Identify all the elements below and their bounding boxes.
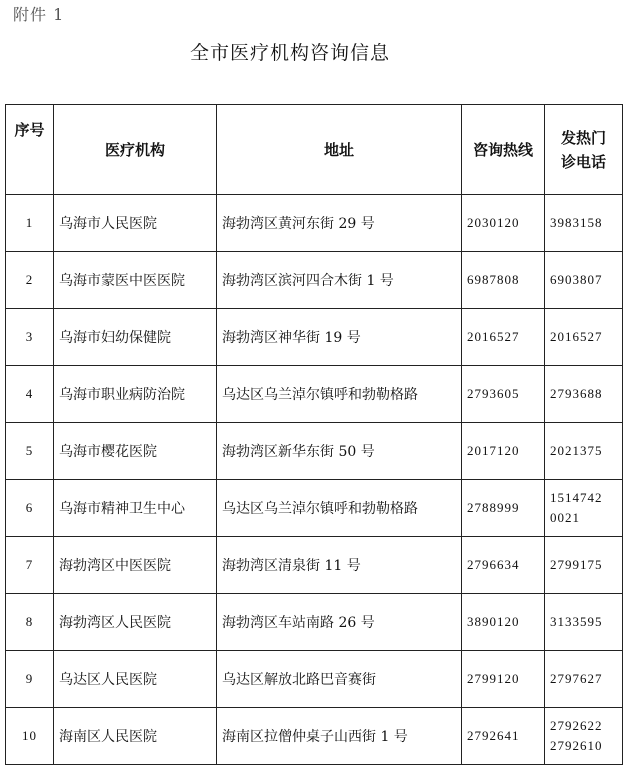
cell-fever-clinic: [545, 252, 623, 309]
cell-hotline: 2016527: [462, 309, 545, 366]
cell-hotline: 2788999: [462, 480, 545, 537]
fever-phone: 2793688: [550, 386, 603, 401]
header-institution: 医疗机构: [54, 105, 217, 195]
cell-address: 海勃湾区黄河东街 29 号: [217, 195, 462, 252]
table-row: [6, 195, 623, 252]
cell-hotline: 6987808: [462, 252, 545, 309]
medical-institutions-table: [5, 104, 623, 765]
attachment-label: 附件 1: [13, 5, 65, 24]
fever-phone: 6903807: [550, 272, 603, 287]
table-row: [6, 309, 623, 366]
cell-fever-clinic: [545, 195, 623, 252]
cell-institution: 乌海市精神卫生中心: [54, 480, 217, 537]
table-row: [6, 651, 623, 708]
table-row: [6, 423, 623, 480]
cell-institution: 乌海市蒙医中医医院: [54, 252, 217, 309]
table-row: [6, 594, 623, 651]
cell-fever-clinic: [545, 594, 623, 651]
cell-fever-clinic: [545, 651, 623, 708]
cell-address: 乌达区乌兰淖尔镇呼和勃勒格路: [217, 366, 462, 423]
cell-hotline: 2792641: [462, 708, 545, 765]
cell-no: 6: [6, 480, 54, 537]
header-fever-clinic: [545, 105, 623, 195]
cell-hotline: 2799120: [462, 651, 545, 708]
cell-no: 10: [6, 708, 54, 765]
cell-address: 海勃湾区车站南路 26 号: [217, 594, 462, 651]
fever-phone: 2799175: [550, 557, 603, 572]
cell-address: 海勃湾区清泉街 11 号: [217, 537, 462, 594]
header-address: 地址: [217, 105, 462, 195]
cell-no: 2: [6, 252, 54, 309]
cell-address: 乌达区解放北路巴音赛街: [217, 651, 462, 708]
cell-fever-clinic: [545, 423, 623, 480]
header-hotline: 咨询热线: [462, 105, 545, 195]
table-row: [6, 537, 623, 594]
header-fever-line: 诊电话: [560, 152, 606, 171]
fever-phone: 2016527: [550, 329, 603, 344]
fever-phone: 2021375: [550, 443, 603, 458]
cell-hotline: 3890120: [462, 594, 545, 651]
fever-phone: 3983158: [550, 215, 603, 230]
header-no: 序号: [6, 105, 54, 195]
cell-hotline: 2796634: [462, 537, 545, 594]
fever-phone: 3133595: [550, 614, 603, 629]
cell-institution: 乌海市人民医院: [54, 195, 217, 252]
cell-hotline: 2017120: [462, 423, 545, 480]
cell-no: 3: [6, 309, 54, 366]
cell-institution: 乌海市职业病防治院: [54, 366, 217, 423]
cell-fever-clinic: [545, 366, 623, 423]
cell-no: 1: [6, 195, 54, 252]
cell-fever-clinic: [545, 480, 623, 537]
cell-address: 海南区拉僧仲桌子山西街 1 号: [217, 708, 462, 765]
cell-no: 8: [6, 594, 54, 651]
cell-no: 7: [6, 537, 54, 594]
document-title: 全市医疗机构咨询信息: [189, 42, 390, 64]
cell-address: 海勃湾区新华东街 50 号: [217, 423, 462, 480]
cell-institution: 海勃湾区中医医院: [54, 537, 217, 594]
cell-fever-clinic: [545, 309, 623, 366]
fever-phone: 2797627: [550, 671, 603, 686]
table-row: [6, 252, 623, 309]
table-row: [6, 366, 623, 423]
header-fever-line: 发热门: [560, 128, 606, 147]
cell-no: 4: [6, 366, 54, 423]
cell-no: 9: [6, 651, 54, 708]
cell-address: 海勃湾区神华街 19 号: [217, 309, 462, 366]
fever-phone: 1514742: [550, 490, 603, 505]
cell-hotline: 2793605: [462, 366, 545, 423]
cell-address: 海勃湾区滨河四合木街 1 号: [217, 252, 462, 309]
cell-no: 5: [6, 423, 54, 480]
cell-address: 乌达区乌兰淖尔镇呼和勃勒格路: [217, 480, 462, 537]
fever-phone: 2792622: [550, 718, 603, 733]
fever-phone: 0021: [550, 510, 580, 525]
cell-institution: 海南区人民医院: [54, 708, 217, 765]
table-header-row: [6, 105, 623, 195]
fever-phone: 2792610: [550, 738, 603, 753]
cell-hotline: 2030120: [462, 195, 545, 252]
cell-institution: 乌海市樱花医院: [54, 423, 217, 480]
cell-fever-clinic: [545, 537, 623, 594]
table-row: [6, 480, 623, 537]
cell-institution: 乌达区人民医院: [54, 651, 217, 708]
cell-institution: 乌海市妇幼保健院: [54, 309, 217, 366]
cell-institution: 海勃湾区人民医院: [54, 594, 217, 651]
